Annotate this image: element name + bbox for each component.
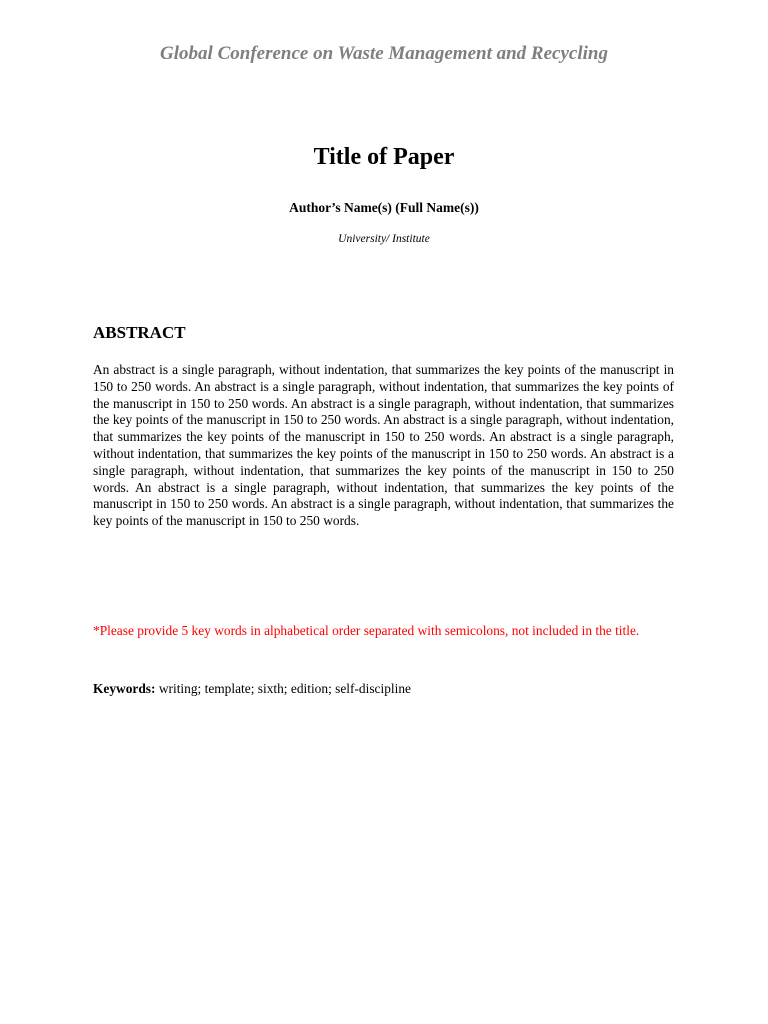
keywords-line — [93, 681, 411, 697]
conference-header: Global Conference on Waste Management and Recycling — [160, 43, 608, 64]
abstract-heading: ABSTRACT — [93, 323, 186, 342]
keywords-values: writing; template; sixth; edition; self-discipline — [158, 681, 411, 696]
author-affiliation: University/ Institute — [338, 233, 430, 245]
keywords-label: Keywords: — [93, 681, 156, 696]
keyword-instruction-note: *Please provide 5 key words in alphabetical order separated with semicolons, not included in the title. — [93, 623, 640, 638]
author-names: Author’s Name(s) (Full Name(s)) — [289, 200, 479, 215]
abstract-body: An abstract is a single paragraph, without indentation, that summarizes the key points of the manuscript in 150 to 250 words. An abstract is a single paragraph, without indentation, that summarizes the key points of the manuscript in 150 to 250 words. An abstract is a single paragraph, without indentation, that summarizes the key points of the manuscript in 150 to 250 words. An abstract is a single paragraph, without indentation, that summarizes the key points of the manuscript in 150 to 250 words. An abstract is a single paragraph, without indentation, that summarizes the key points of the manuscript in 150 to 250 words. An abstract is a single paragraph, without indentation, that summarizes the key points of the manuscript in 150 to 250 words. An abstract is a single paragraph, without indentation, that summarizes the key points of the manuscript in 150 to 250 words. An abstract is a single paragraph, without indentation, that summarizes the key points of the manuscript in 150 to 250 words. — [93, 362, 674, 529]
paper-title: Title of Paper — [313, 144, 455, 170]
